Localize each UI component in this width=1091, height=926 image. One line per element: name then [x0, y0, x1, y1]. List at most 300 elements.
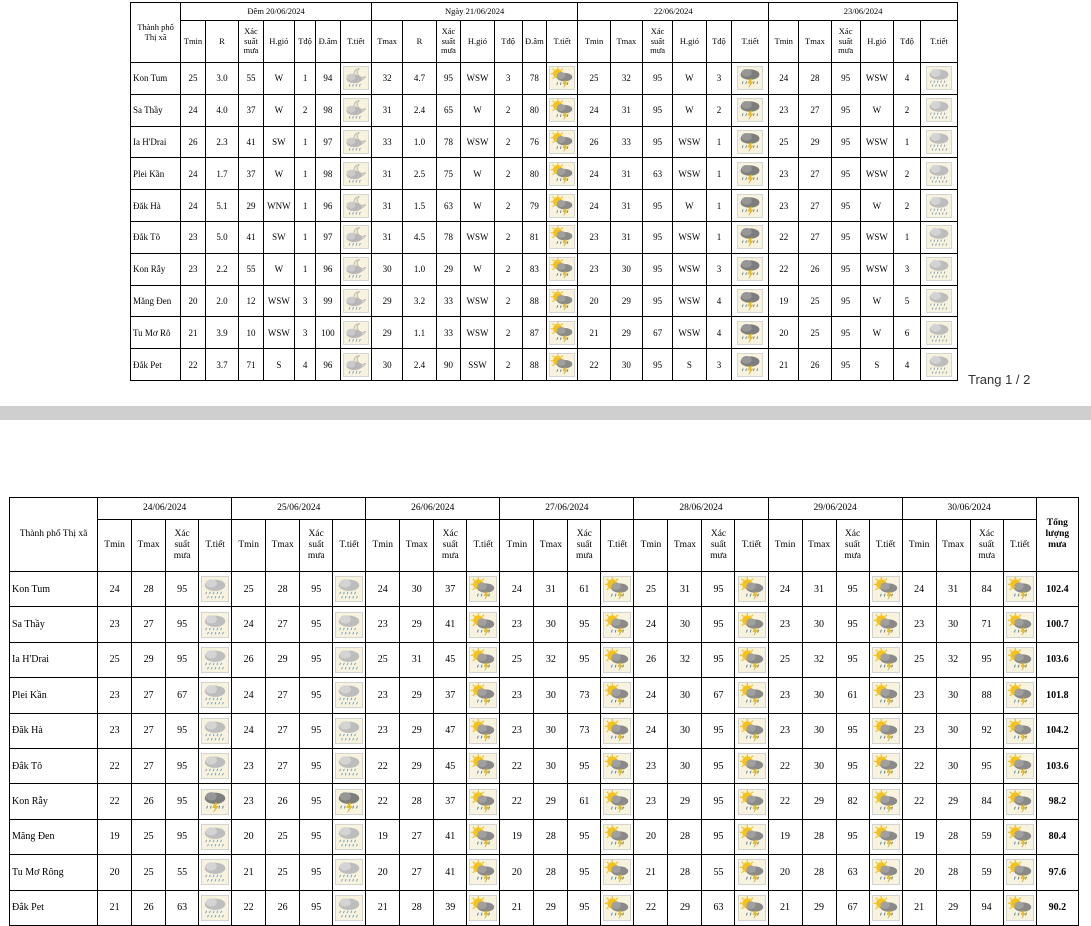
- weather-cell: [333, 713, 366, 748]
- data-cell: 82: [836, 784, 869, 819]
- data-cell: 84: [970, 784, 1003, 819]
- weather-cell: [601, 748, 634, 783]
- weather-cell: [920, 349, 957, 381]
- data-cell: WSW: [860, 221, 893, 253]
- sun-storm-icon: [1005, 681, 1035, 709]
- data-cell: 94: [970, 890, 1003, 925]
- data-cell: 100: [316, 317, 341, 349]
- column-header: Xác suất mưa: [434, 520, 467, 572]
- sun-storm-icon: [548, 162, 576, 186]
- data-cell: 25: [181, 63, 206, 95]
- data-cell: 22: [366, 784, 400, 819]
- data-cell: 95: [702, 713, 735, 748]
- city-name: Măng Đen: [131, 285, 181, 317]
- data-cell: 31: [534, 572, 568, 607]
- weather-cell: [547, 158, 578, 190]
- data-cell: 1.5: [403, 190, 436, 222]
- data-cell: 22: [578, 349, 610, 381]
- data-cell: 19: [769, 285, 799, 317]
- data-cell: 95: [568, 642, 601, 677]
- weather-cell: [920, 126, 957, 158]
- data-cell: WSW: [673, 253, 706, 285]
- data-cell: WSW: [860, 63, 893, 95]
- column-header: Tmin: [578, 21, 610, 63]
- data-cell: W: [263, 63, 294, 95]
- data-cell: 88: [522, 349, 547, 381]
- sun-storm-icon: [1005, 894, 1035, 922]
- forecast-table-page1: [130, 2, 958, 381]
- date-group-header: 25/06/2024: [232, 498, 366, 520]
- weather-cell: [340, 317, 371, 349]
- total-rain-header: Tổng lượng mưa: [1036, 498, 1078, 572]
- date-group-header: 24/06/2024: [98, 498, 232, 520]
- data-cell: 95: [702, 642, 735, 677]
- weather-cell: [869, 890, 902, 925]
- data-cell: 21: [500, 890, 534, 925]
- data-cell: 95: [831, 158, 860, 190]
- data-cell: 25: [500, 642, 534, 677]
- moon-rain-icon: [342, 66, 370, 90]
- page-number: Trang 1 / 2: [968, 372, 1031, 387]
- sun-storm-icon: [548, 353, 576, 377]
- data-cell: WSW: [860, 253, 893, 285]
- data-cell: 55: [702, 855, 735, 890]
- date-group-header: 29/06/2024: [768, 498, 902, 520]
- data-cell: 95: [568, 855, 601, 890]
- data-cell: 23: [578, 253, 610, 285]
- data-cell: 21: [578, 317, 610, 349]
- data-cell: 30: [802, 748, 836, 783]
- data-cell: 2: [494, 285, 522, 317]
- data-cell: 95: [702, 819, 735, 854]
- data-cell: 3: [706, 63, 732, 95]
- sun-storm-icon: [548, 321, 576, 345]
- data-cell: 31: [610, 94, 642, 126]
- sun-storm-icon: [871, 894, 901, 922]
- data-cell: 23: [366, 607, 400, 642]
- weather-cell: [732, 63, 769, 95]
- data-cell: 95: [166, 642, 199, 677]
- data-cell: 22: [232, 890, 266, 925]
- data-cell: 10: [239, 317, 264, 349]
- sun-storm-icon: [1005, 575, 1035, 603]
- data-cell: WSW: [461, 317, 494, 349]
- column-header: T.tiết: [199, 520, 232, 572]
- data-cell: 95: [831, 349, 860, 381]
- weather-cell: [601, 819, 634, 854]
- sun-storm-icon: [736, 788, 766, 816]
- data-cell: 1: [294, 126, 315, 158]
- data-cell: WSW: [461, 126, 494, 158]
- date-group-header: 28/06/2024: [634, 498, 768, 520]
- table-row: [10, 572, 1079, 607]
- weather-cell: [547, 126, 578, 158]
- data-cell: 29: [936, 784, 970, 819]
- storm-icon: [200, 788, 230, 816]
- data-cell: W: [673, 190, 706, 222]
- weather-cell: [467, 678, 500, 713]
- data-cell: 24: [902, 572, 936, 607]
- data-cell: 99: [316, 285, 341, 317]
- weather-cell: [340, 221, 371, 253]
- data-cell: 22: [902, 784, 936, 819]
- weather-cell: [869, 678, 902, 713]
- column-header: R: [205, 21, 238, 63]
- weather-cell: [1003, 678, 1036, 713]
- column-header: R: [403, 21, 436, 63]
- moon-rain-icon: [342, 353, 370, 377]
- data-cell: 28: [400, 890, 434, 925]
- data-cell: 30: [372, 349, 403, 381]
- data-cell: 95: [643, 126, 673, 158]
- data-cell: 95: [300, 607, 333, 642]
- column-header: Xác suất mưa: [643, 21, 673, 63]
- rain-icon: [200, 858, 230, 886]
- total-rain-value: 90.2: [1036, 890, 1078, 925]
- data-cell: 29: [668, 784, 702, 819]
- data-cell: 1: [706, 158, 732, 190]
- data-cell: 95: [836, 607, 869, 642]
- weather-cell: [920, 63, 957, 95]
- data-cell: WSW: [263, 285, 294, 317]
- table-row: [10, 748, 1079, 783]
- data-cell: 29: [610, 317, 642, 349]
- column-header: T.tiết: [920, 21, 957, 63]
- data-cell: 27: [266, 748, 300, 783]
- data-cell: 25: [799, 285, 831, 317]
- data-cell: 21: [232, 855, 266, 890]
- weather-cell: [735, 642, 768, 677]
- data-cell: 29: [400, 713, 434, 748]
- data-cell: 26: [132, 784, 166, 819]
- weather-cell: [547, 63, 578, 95]
- sun-storm-icon: [736, 752, 766, 780]
- weather-cell: [732, 349, 769, 381]
- data-cell: 61: [568, 572, 601, 607]
- data-cell: 97: [316, 126, 341, 158]
- data-cell: 95: [970, 748, 1003, 783]
- weather-cell: [340, 349, 371, 381]
- data-cell: 30: [936, 713, 970, 748]
- column-header: Tmax: [936, 520, 970, 572]
- rain-icon: [922, 98, 956, 122]
- storm-icon: [334, 788, 364, 816]
- data-cell: 1.0: [403, 253, 436, 285]
- data-cell: 2: [894, 94, 921, 126]
- data-cell: 24: [98, 572, 132, 607]
- moon-rain-icon: [342, 162, 370, 186]
- column-header: Tmax: [802, 520, 836, 572]
- data-cell: WSW: [461, 221, 494, 253]
- data-cell: 95: [300, 572, 333, 607]
- weather-cell: [1003, 607, 1036, 642]
- table-row: [131, 126, 958, 158]
- data-cell: 78: [436, 126, 461, 158]
- data-cell: 2: [494, 126, 522, 158]
- data-cell: 29: [534, 784, 568, 819]
- data-cell: 1.7: [205, 158, 238, 190]
- data-cell: 20: [902, 855, 936, 890]
- data-cell: 1: [294, 190, 315, 222]
- weather-cell: [920, 190, 957, 222]
- column-header: Xác suất mưa: [436, 21, 461, 63]
- data-cell: 26: [266, 784, 300, 819]
- weather-cell: [547, 317, 578, 349]
- data-cell: 55: [239, 63, 264, 95]
- city-name: Sa Thầy: [10, 607, 98, 642]
- data-cell: 4: [294, 349, 315, 381]
- data-cell: 27: [799, 221, 831, 253]
- weather-cell: [547, 94, 578, 126]
- data-cell: 31: [668, 572, 702, 607]
- data-cell: 95: [300, 855, 333, 890]
- data-cell: 19: [98, 819, 132, 854]
- city-name: Tu Mơ Rông: [10, 855, 98, 890]
- weather-cell: [869, 819, 902, 854]
- data-cell: 5.0: [205, 221, 238, 253]
- data-cell: 45: [434, 748, 467, 783]
- column-header: H.gió: [461, 21, 494, 63]
- data-cell: 95: [643, 63, 673, 95]
- data-cell: 95: [970, 642, 1003, 677]
- data-cell: 95: [568, 819, 601, 854]
- column-header: Tmin: [232, 520, 266, 572]
- data-cell: 26: [634, 642, 668, 677]
- sun-storm-icon: [602, 611, 632, 639]
- city-name: Ia H'Drai: [131, 126, 181, 158]
- data-cell: 32: [936, 642, 970, 677]
- rain-icon: [922, 257, 956, 281]
- data-cell: 24: [578, 94, 610, 126]
- data-cell: S: [263, 349, 294, 381]
- data-cell: S: [673, 349, 706, 381]
- data-cell: 3: [294, 317, 315, 349]
- column-header: Xác suất mưa: [836, 520, 869, 572]
- data-cell: 2: [706, 94, 732, 126]
- data-cell: 22: [500, 784, 534, 819]
- data-cell: 95: [568, 890, 601, 925]
- rain-icon: [334, 752, 364, 780]
- storm-icon: [733, 98, 767, 122]
- data-cell: 31: [372, 190, 403, 222]
- data-cell: 27: [400, 855, 434, 890]
- sun-storm-icon: [1005, 646, 1035, 674]
- data-cell: 47: [434, 713, 467, 748]
- data-cell: 59: [970, 855, 1003, 890]
- column-header: Tmax: [266, 520, 300, 572]
- data-cell: W: [263, 253, 294, 285]
- weather-cell: [869, 748, 902, 783]
- weather-cell: [732, 158, 769, 190]
- data-cell: 30: [668, 607, 702, 642]
- data-cell: 28: [132, 572, 166, 607]
- data-cell: 87: [522, 317, 547, 349]
- data-cell: 29: [802, 890, 836, 925]
- data-cell: 1: [894, 126, 921, 158]
- rain-icon: [200, 717, 230, 745]
- date-group-header: 26/06/2024: [366, 498, 500, 520]
- data-cell: 3: [294, 285, 315, 317]
- column-header: Tmax: [400, 520, 434, 572]
- data-cell: 28: [266, 572, 300, 607]
- data-cell: 31: [610, 221, 642, 253]
- sun-storm-icon: [871, 681, 901, 709]
- data-cell: 67: [643, 317, 673, 349]
- column-header: T.tiết: [735, 520, 768, 572]
- data-cell: 28: [400, 784, 434, 819]
- data-cell: 28: [936, 855, 970, 890]
- storm-icon: [733, 162, 767, 186]
- data-cell: 25: [98, 642, 132, 677]
- city-name: Đắk Tô: [10, 748, 98, 783]
- city-name: Đăk Hà: [10, 713, 98, 748]
- weather-cell: [467, 607, 500, 642]
- rain-icon: [334, 858, 364, 886]
- column-header: T.tiết: [547, 21, 578, 63]
- data-cell: 71: [970, 607, 1003, 642]
- sun-storm-icon: [468, 646, 498, 674]
- data-cell: 24: [634, 713, 668, 748]
- weather-cell: [333, 890, 366, 925]
- data-cell: WSW: [461, 63, 494, 95]
- weather-cell: [732, 221, 769, 253]
- weather-cell: [1003, 642, 1036, 677]
- data-cell: 23: [181, 221, 206, 253]
- data-cell: 1: [706, 190, 732, 222]
- data-cell: 29: [802, 784, 836, 819]
- weather-cell: [735, 713, 768, 748]
- city-name: Plei Kần: [10, 678, 98, 713]
- column-header: Xác suất mưa: [166, 520, 199, 572]
- data-cell: W: [263, 158, 294, 190]
- column-header: H.gió: [860, 21, 893, 63]
- data-cell: 37: [434, 784, 467, 819]
- data-cell: 30: [668, 748, 702, 783]
- rain-icon: [922, 130, 956, 154]
- data-cell: S: [860, 349, 893, 381]
- data-cell: 29: [372, 317, 403, 349]
- city-name: Đắk Pet: [131, 349, 181, 381]
- data-cell: 22: [769, 253, 799, 285]
- table-row: [10, 819, 1079, 854]
- sun-storm-icon: [1005, 858, 1035, 886]
- data-cell: 30: [534, 678, 568, 713]
- weather-cell: [340, 285, 371, 317]
- data-cell: 63: [836, 855, 869, 890]
- data-cell: 41: [239, 126, 264, 158]
- sun-storm-icon: [548, 289, 576, 313]
- data-cell: 31: [372, 221, 403, 253]
- rain-icon: [200, 894, 230, 922]
- data-cell: 95: [836, 819, 869, 854]
- rain-icon: [922, 225, 956, 249]
- data-cell: 2.0: [205, 285, 238, 317]
- city-name: Kon Tum: [10, 572, 98, 607]
- data-cell: 3.9: [205, 317, 238, 349]
- weather-cell: [547, 253, 578, 285]
- data-cell: 4.5: [403, 221, 436, 253]
- total-rain-value: 104.2: [1036, 713, 1078, 748]
- rain-icon: [200, 611, 230, 639]
- data-cell: 61: [568, 784, 601, 819]
- data-cell: 95: [300, 890, 333, 925]
- data-cell: 26: [799, 253, 831, 285]
- data-cell: 32: [668, 642, 702, 677]
- data-cell: 2: [894, 158, 921, 190]
- data-cell: 25: [578, 63, 610, 95]
- weather-cell: [199, 890, 232, 925]
- data-cell: W: [263, 94, 294, 126]
- data-cell: 27: [132, 678, 166, 713]
- data-cell: 21: [366, 890, 400, 925]
- data-cell: 2.5: [403, 158, 436, 190]
- data-cell: 3: [494, 63, 522, 95]
- weather-cell: [199, 748, 232, 783]
- data-cell: 19: [500, 819, 534, 854]
- city-name: Đắk Tô: [131, 221, 181, 253]
- data-cell: 55: [166, 855, 199, 890]
- data-cell: W: [673, 94, 706, 126]
- data-cell: 1: [894, 221, 921, 253]
- city-name: Đăk Hà: [131, 190, 181, 222]
- data-cell: 24: [181, 190, 206, 222]
- data-cell: 31: [372, 94, 403, 126]
- forecast-table-page2: [9, 497, 1079, 926]
- rain-icon: [922, 66, 956, 90]
- storm-icon: [733, 353, 767, 377]
- weather-cell: [920, 253, 957, 285]
- data-cell: WSW: [673, 221, 706, 253]
- data-cell: 23: [768, 678, 802, 713]
- data-cell: 23: [634, 748, 668, 783]
- data-cell: 67: [836, 890, 869, 925]
- weather-cell: [735, 572, 768, 607]
- data-cell: 24: [634, 678, 668, 713]
- weather-cell: [199, 678, 232, 713]
- weather-cell: [547, 285, 578, 317]
- weather-cell: [735, 607, 768, 642]
- data-cell: 27: [132, 713, 166, 748]
- sun-storm-icon: [468, 823, 498, 851]
- column-header: Tmin: [769, 21, 799, 63]
- data-cell: 76: [522, 126, 547, 158]
- data-cell: SSW: [461, 349, 494, 381]
- data-cell: 25: [232, 572, 266, 607]
- data-cell: 23: [500, 678, 534, 713]
- data-cell: 95: [702, 572, 735, 607]
- weather-cell: [1003, 748, 1036, 783]
- column-header: Tmin: [500, 520, 534, 572]
- data-cell: 32: [534, 642, 568, 677]
- date-group-header: 22/06/2024: [578, 3, 769, 21]
- data-cell: 3.2: [403, 285, 436, 317]
- sun-storm-icon: [602, 681, 632, 709]
- data-cell: 63: [166, 890, 199, 925]
- column-header: Tmax: [610, 21, 642, 63]
- date-group-header: Đêm 20/06/2024: [181, 3, 372, 21]
- weather-cell: [340, 253, 371, 285]
- column-header: T.tiết: [333, 520, 366, 572]
- data-cell: 22: [768, 784, 802, 819]
- weather-cell: [467, 890, 500, 925]
- table-row: [10, 713, 1079, 748]
- data-cell: 83: [522, 253, 547, 285]
- weather-cell: [1003, 890, 1036, 925]
- column-header: T.tiết: [467, 520, 500, 572]
- data-cell: 30: [400, 572, 434, 607]
- total-rain-value: 97.6: [1036, 855, 1078, 890]
- sun-storm-icon: [871, 575, 901, 603]
